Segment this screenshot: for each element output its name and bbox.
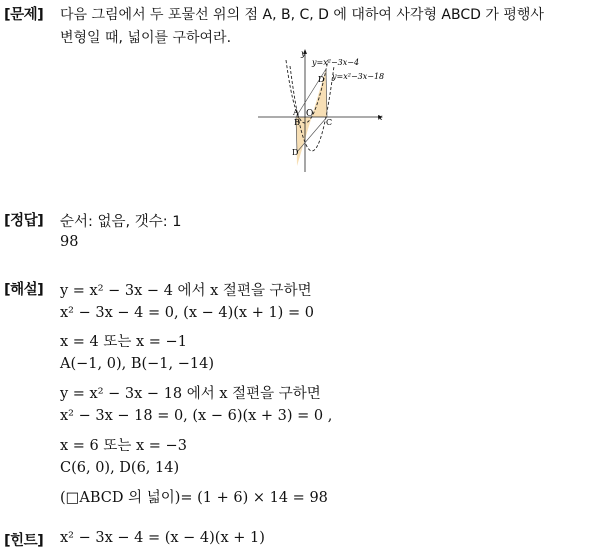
point-d-bottom-label: D xyxy=(292,148,299,157)
eq2-label: y=x²−3x−18 xyxy=(332,72,385,81)
solution-line-2: x² − 3x − 4 = 0, (x − 4)(x + 1) = 0 xyxy=(60,305,314,321)
problem-text-line-2: 변형일 때, 넓이를 구하여라. xyxy=(60,30,232,46)
axis-x-label: x xyxy=(378,113,383,122)
point-b-label: B xyxy=(294,118,300,127)
solution-line-8: C(6, 0), D(6, 14) xyxy=(60,460,180,476)
axis-y-label: y xyxy=(301,49,306,58)
answer-line-2: 98 xyxy=(60,234,79,250)
solution-line-5: y = x² − 3x − 18 에서 x 절편을 구하면 xyxy=(60,386,321,402)
solution-line-7: x = 6 또는 x = −3 xyxy=(60,438,187,454)
eq1-label: y=x²−3x−4 xyxy=(312,58,360,67)
answer-tag: [정답] xyxy=(4,213,44,229)
solution-line-1: y = x² − 3x − 4 에서 x 절편을 구하면 xyxy=(60,283,312,299)
solution-line-4: A(−1, 0), B(−1, −14) xyxy=(60,356,214,372)
point-a-label: A xyxy=(293,108,299,117)
point-d-top-label: D xyxy=(318,75,325,84)
problem-text-line-1: 다음 그림에서 두 포물선 위의 점 A, B, C, D 에 대하여 사각형 ABCD 가 평행사 xyxy=(60,7,544,23)
solution-line-9: (□ABCD 의 넓이)= (1 + 6) × 14 = 98 xyxy=(60,490,328,506)
problem-tag: [문제] xyxy=(4,7,44,23)
answer-line-1: 순서: 없음, 갯수: 1 xyxy=(60,214,182,230)
hint-tag: [힌트] xyxy=(4,533,44,549)
hint-line-1: x² − 3x − 4 = (x − 4)(x + 1) xyxy=(60,530,265,546)
solution-line-3: x = 4 또는 x = −1 xyxy=(60,334,187,350)
solution-line-6: x² − 3x − 18 = 0, (x − 6)(x + 3) = 0 , xyxy=(60,408,333,424)
parabola-figure xyxy=(252,46,392,176)
point-c-label: C xyxy=(326,118,333,127)
origin-label: O xyxy=(306,109,314,119)
solution-tag: [해설] xyxy=(4,282,44,298)
